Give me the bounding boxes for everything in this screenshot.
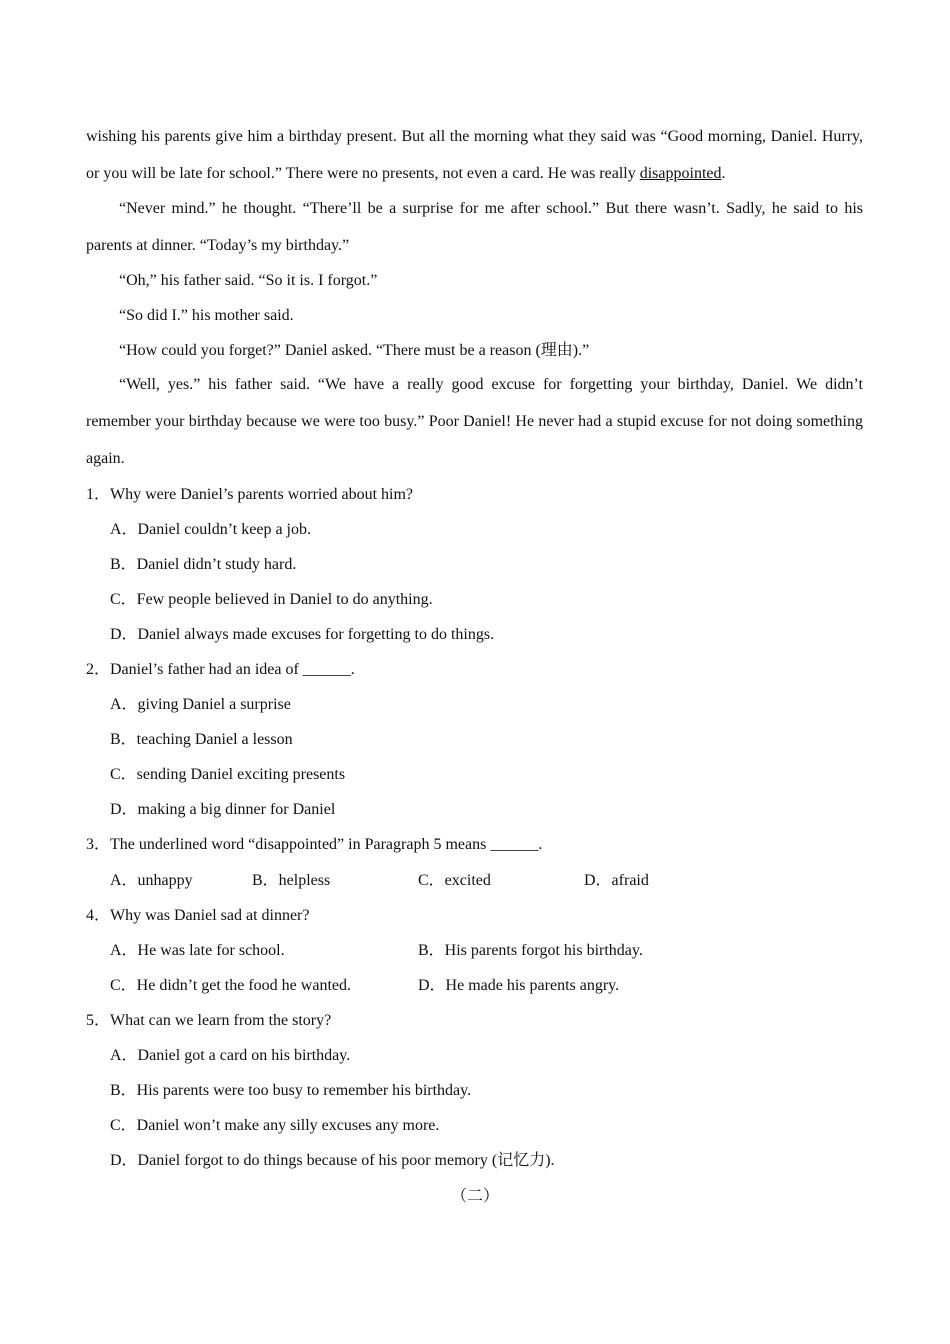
question-4-option-b: B．His parents forgot his birthday. <box>418 942 643 959</box>
passage-paragraph-3: “Oh,” his father said. “So it is. I forgot.” <box>119 272 378 289</box>
question-3-option-b: B．helpless <box>252 872 331 889</box>
question-1-option-b: B．Daniel didn’t study hard. <box>110 556 297 573</box>
question-2-stem: 2．Daniel’s father had an idea of ______. <box>86 661 355 678</box>
question-5-option-c: C．Daniel won’t make any silly excuses any more. <box>110 1117 440 1134</box>
section-heading: （二） <box>450 1188 499 1205</box>
passage-paragraph-6: “Well, yes.” his father said. “We have a really good excuse for forgetting your birthday, Daniel. We didn’t remember your birthday because we were too busy.” Poor Daniel! He never had a stupid excuse for not doing something again. <box>86 376 863 467</box>
question-2-option-a: A．giving Daniel a surprise <box>110 696 291 713</box>
question-4-stem: 4．Why was Daniel sad at dinner? <box>86 907 310 924</box>
question-5-stem: 5．What can we learn from the story? <box>86 1012 332 1029</box>
question-5-option-b: B．His parents were too busy to remember his birthday. <box>110 1082 472 1099</box>
question-1-option-a: A．Daniel couldn’t keep a job. <box>110 521 311 538</box>
question-1-option-c: C．Few people believed in Daniel to do anything. <box>110 591 433 608</box>
underlined-word: disappointed <box>639 165 722 182</box>
question-5-option-d: D．Daniel forgot to do things because of his poor memory (记忆力). <box>110 1152 555 1169</box>
question-3-option-d: D．afraid <box>584 872 649 889</box>
passage-paragraph-4: “So did I.” his mother said. <box>119 307 294 324</box>
passage-paragraph-1 <box>86 118 863 192</box>
paragraph-text: wishing his parents give him a birthday present. But all the morning what they said was “Good morning, Daniel. Hurry, or you will be late for school.” There were no presents, not even a card. He was really <box>86 128 863 182</box>
passage-paragraph-5: “How could you forget?” Daniel asked. “There must be a reason (理由).” <box>119 342 590 359</box>
passage-paragraph-2: “Never mind.” he thought. “There’ll be a surprise for me after school.” But there wasn’t. Sadly, he said to his parents at dinner. “Today’s my birthday.” <box>86 200 863 254</box>
question-3-option-a: A．unhappy <box>110 872 193 889</box>
question-3-stem: 3．The underlined word “disappointed” in Paragraph 5 means ______. <box>86 836 543 853</box>
question-1-stem: 1．Why were Daniel’s parents worried about him? <box>86 486 414 503</box>
question-3-option-c: C．excited <box>418 872 491 889</box>
question-1-option-d: D．Daniel always made excuses for forgetting to do things. <box>110 626 495 643</box>
question-2-option-c: C．sending Daniel exciting presents <box>110 766 346 783</box>
question-2-option-b: B．teaching Daniel a lesson <box>110 731 293 748</box>
question-4-option-a: A．He was late for school. <box>110 942 285 959</box>
question-5-option-a: A．Daniel got a card on his birthday. <box>110 1047 351 1064</box>
paragraph-text-end: . <box>721 165 726 182</box>
question-4-option-d: D．He made his parents angry. <box>418 977 620 994</box>
question-2-option-d: D．making a big dinner for Daniel <box>110 801 336 818</box>
question-4-option-c: C．He didn’t get the food he wanted. <box>110 977 351 994</box>
